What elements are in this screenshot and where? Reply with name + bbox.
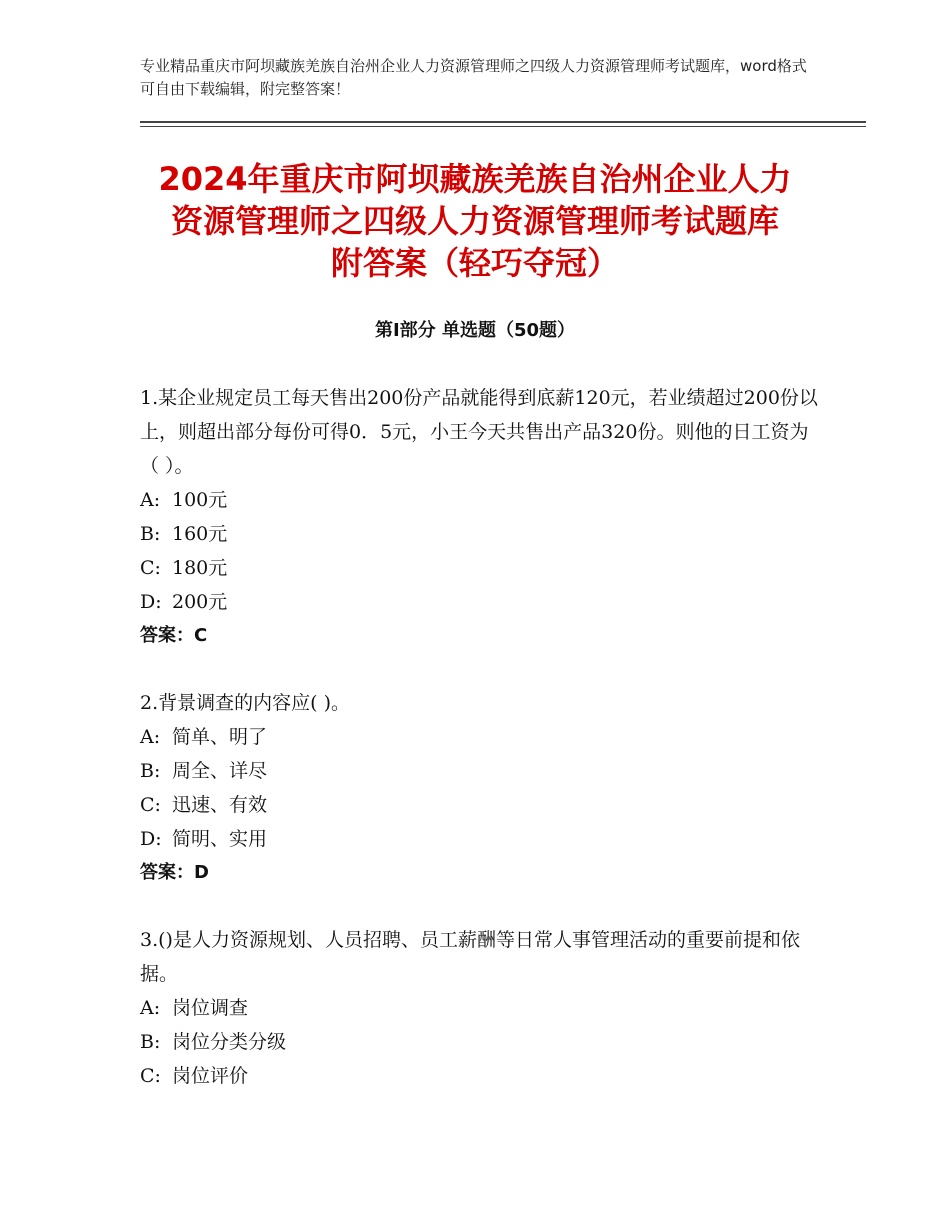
option-c	[140, 551, 820, 585]
option-text: 岗位调查	[172, 997, 249, 1019]
header-divider	[140, 121, 866, 123]
option-key: A:	[140, 997, 161, 1019]
option-b	[140, 1025, 820, 1059]
option-a	[140, 483, 820, 517]
question-stem: 2.背景调查的内容应( )。	[140, 692, 350, 714]
option-key: B:	[140, 1031, 161, 1053]
option-c	[140, 788, 820, 822]
question-item	[140, 381, 820, 653]
option-b	[140, 517, 820, 551]
answer-label: 答案：D	[140, 862, 209, 883]
option-text: 200元	[172, 591, 228, 613]
option-key: C:	[140, 1065, 161, 1087]
option-text: 160元	[172, 523, 228, 545]
header-divider-thin	[140, 126, 866, 127]
question-stem: 3.()是人力资源规划、人员招聘、员工薪酬等日常人事管理活动的重要前提和依据。	[140, 929, 800, 985]
option-d	[140, 585, 820, 619]
option-key: D:	[140, 828, 162, 850]
option-a	[140, 991, 820, 1025]
option-c	[140, 1059, 820, 1093]
option-text: 简单、明了	[172, 726, 268, 748]
option-text: 100元	[172, 489, 228, 511]
option-text: 岗位分类分级	[172, 1031, 287, 1053]
title-line: 2024年重庆市阿坝藏族羌族自治州企业人力	[158, 160, 792, 198]
option-a	[140, 720, 820, 754]
title-line: 资源管理师之四级人力资源管理师考试题库	[170, 202, 779, 240]
option-d	[140, 822, 820, 856]
section-title: 第Ⅰ部分 单选题（50题）	[374, 320, 575, 341]
question-stem: 1.某企业规定员工每天售出200份产品就能得到底薪120元，若业绩超过200份以上，则超出部分每份可得0．5元，小王今天共售出产品320份。则他的日工资为（ ）。	[140, 387, 818, 477]
option-key: A:	[140, 726, 161, 748]
answer-label: 答案：C	[140, 625, 208, 646]
option-key: C:	[140, 557, 161, 579]
option-key: D:	[140, 591, 162, 613]
option-text: 周全、详尽	[172, 760, 268, 782]
option-key: B:	[140, 760, 161, 782]
question-item	[140, 686, 820, 890]
option-key: C:	[140, 794, 161, 816]
option-text: 180元	[172, 557, 228, 579]
question-list	[140, 381, 820, 1126]
option-key: B:	[140, 523, 161, 545]
question-item	[140, 923, 820, 1093]
option-b	[140, 754, 820, 788]
option-text: 岗位评价	[172, 1065, 249, 1087]
header-note: 专业精品重庆市阿坝藏族羌族自治州企业人力资源管理师之四级人力资源管理师考试题库，word格式可自由下载编辑，附完整答案！	[140, 57, 807, 98]
option-text: 迅速、有效	[172, 794, 268, 816]
title-line: 附答案（轻巧夺冠）	[330, 244, 619, 282]
document-title	[110, 158, 840, 284]
option-key: A:	[140, 489, 161, 511]
option-text: 简明、实用	[172, 828, 268, 850]
